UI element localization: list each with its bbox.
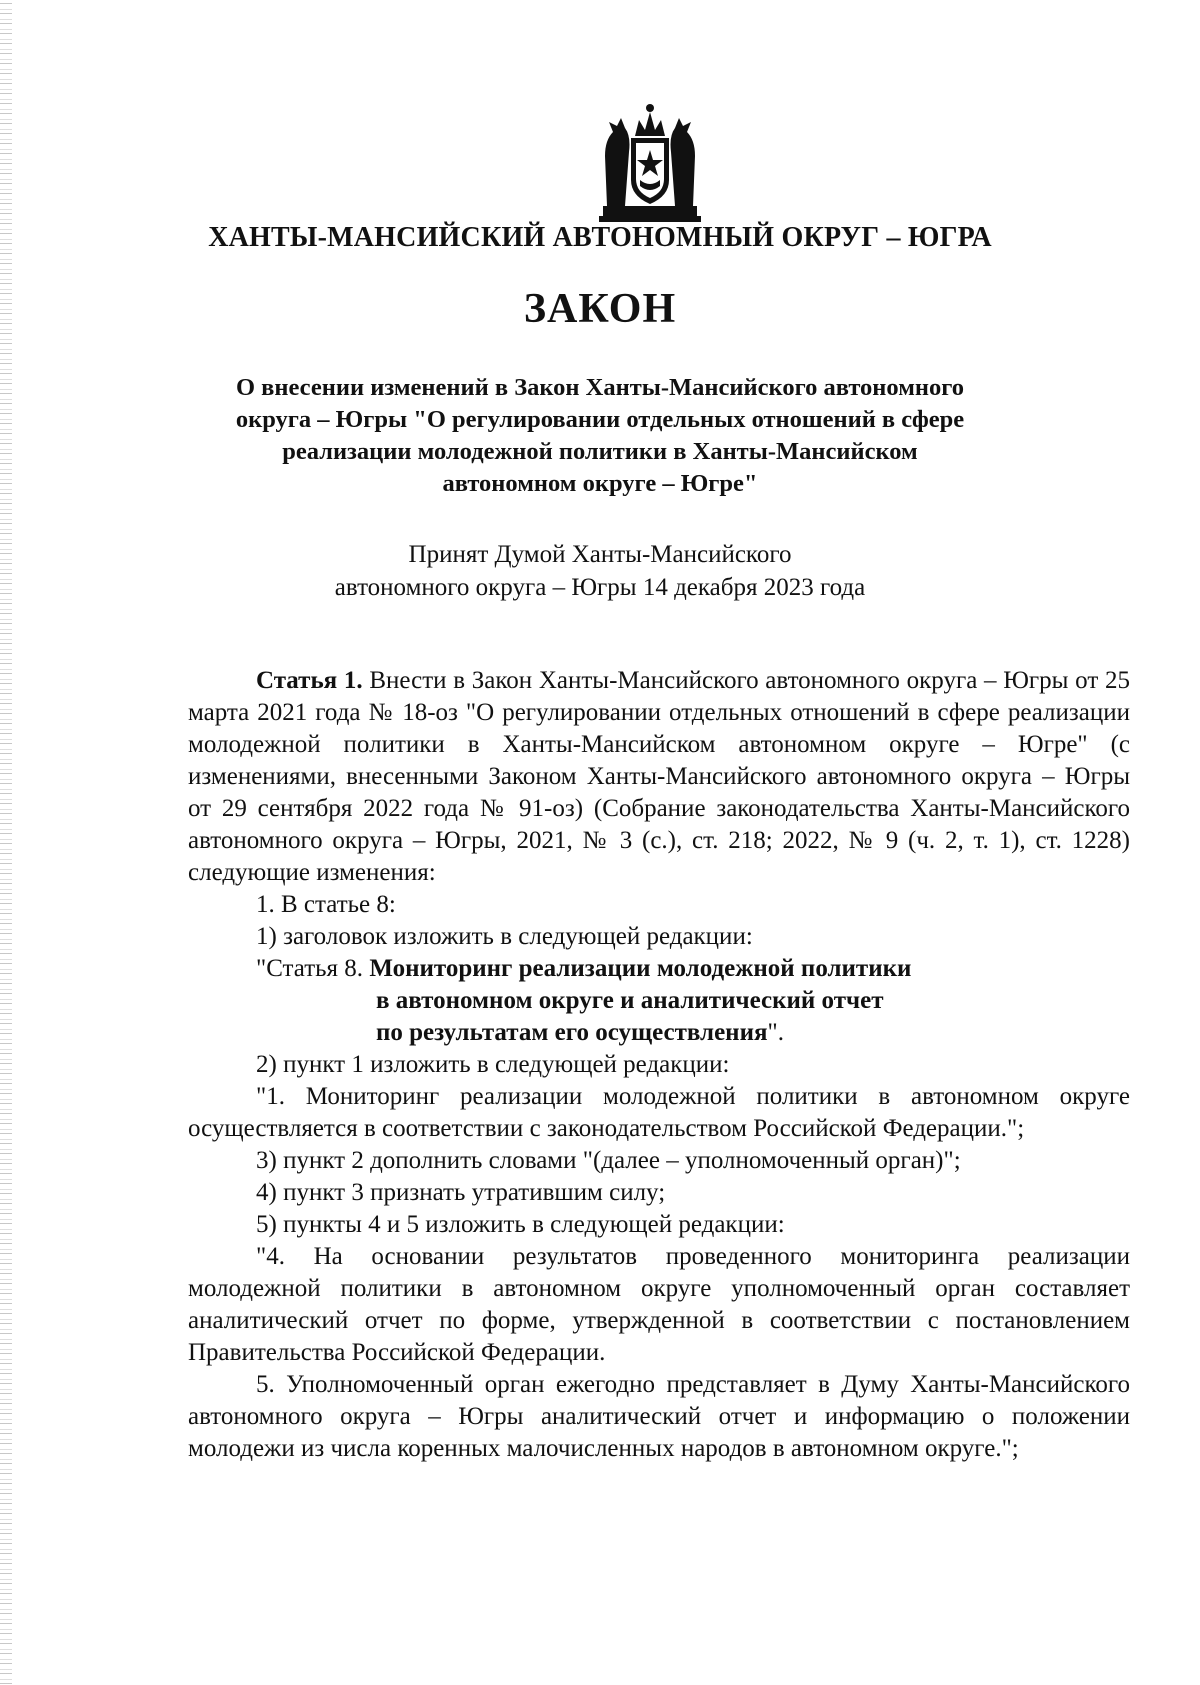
adoption-note (0, 538, 1200, 604)
article-1 (188, 665, 1130, 1465)
article-8-title-line: Мониторинг реализации молодежной политики (369, 955, 912, 982)
subitem-2: 2) пункт 1 изложить в следующей редакции: (256, 1051, 730, 1078)
subitem-3: 3) пункт 2 дополнить словами "(далее – уполномоченный орган)"; (256, 1147, 961, 1174)
item-1: 1. В статье 8: (256, 891, 396, 918)
law-title-line: О внесении изменений в Закон Ханты-Мансийского автономного (235, 374, 965, 401)
subitem-4: 4) пункт 3 признать утратившим силу; (256, 1179, 666, 1206)
paragraph-1-text: "1. Мониторинг реализации молодежной политики в автономном округе осуществляется в соответствии с законодательством Российской Федерации."; (188, 1083, 1130, 1142)
article-1-label: Статья 1. (256, 667, 363, 694)
coat-of-arms-icon (595, 96, 705, 224)
paragraph-5-text: 5. Уполномоченный орган ежегодно представляет в Думу Ханты-Мансийского автономного округа – Югры аналитический отчет и информацию о положении молодежи из числа коренных малочисленных народов в автономном округе."; (188, 1371, 1130, 1462)
article-8-prefix: "Статья 8. (256, 955, 370, 982)
law-title (185, 372, 1015, 500)
law-title-line: автономном округе – Югре" (442, 470, 758, 497)
article-8-suffix: ". (767, 1019, 784, 1046)
article-8-title-line: по результатам его осуществления (376, 1019, 768, 1046)
adoption-line: Принят Думой Ханты-Мансийского (408, 541, 792, 568)
subitem-1: 1) заголовок изложить в следующей редакции: (256, 923, 753, 950)
law-title-line: округа – Югры "О регулировании отдельных отношений в сфере (235, 406, 965, 433)
subitem-5: 5) пункты 4 и 5 изложить в следующей редакции: (256, 1211, 785, 1238)
document-type: ЗАКОН (523, 286, 677, 332)
article-8-heading (188, 953, 1130, 1049)
region-name: ХАНТЫ-МАНСИЙСКИЙ АВТОНОМНЫЙ ОКРУГ – ЮГРА (208, 222, 992, 253)
law-title-line: реализации молодежной политики в Ханты-Мансийском (282, 438, 918, 465)
article-1-intro (188, 665, 1130, 889)
paragraph-4-text: "4. На основании результатов проведенного мониторинга реализации молодежной политики в автономном округе уполномоченный орган составляет аналитический отчет по форме, утвержденной в соответствии с постановлением Правительства Российской Федерации. (188, 1243, 1130, 1366)
adoption-line: автономного округа – Югры 14 декабря 2023 года (334, 574, 866, 601)
article-8-title-line: в автономном округе и аналитический отчет (376, 987, 884, 1014)
article-1-text: Внести в Закон Ханты-Мансийского автономного округа – Югры от 25 марта 2021 года № 18-оз "О регулировании отдельных отношений в сфере реализации молодежной политики в Ханты-Мансийском автономном округе – Югре" (с изменениями, внесенными Законом Ханты-Мансийского автономного округа – Югры от 29 сентября 2022 года № 91-оз) (Собрание законодательства Ханты-Мансийского автономного округа – Югры, 2021, № 3 (с.), ст. 218; 2022, № 9 (ч. 2, т. 1), ст. 1228) следующие изменения: (188, 667, 1130, 886)
